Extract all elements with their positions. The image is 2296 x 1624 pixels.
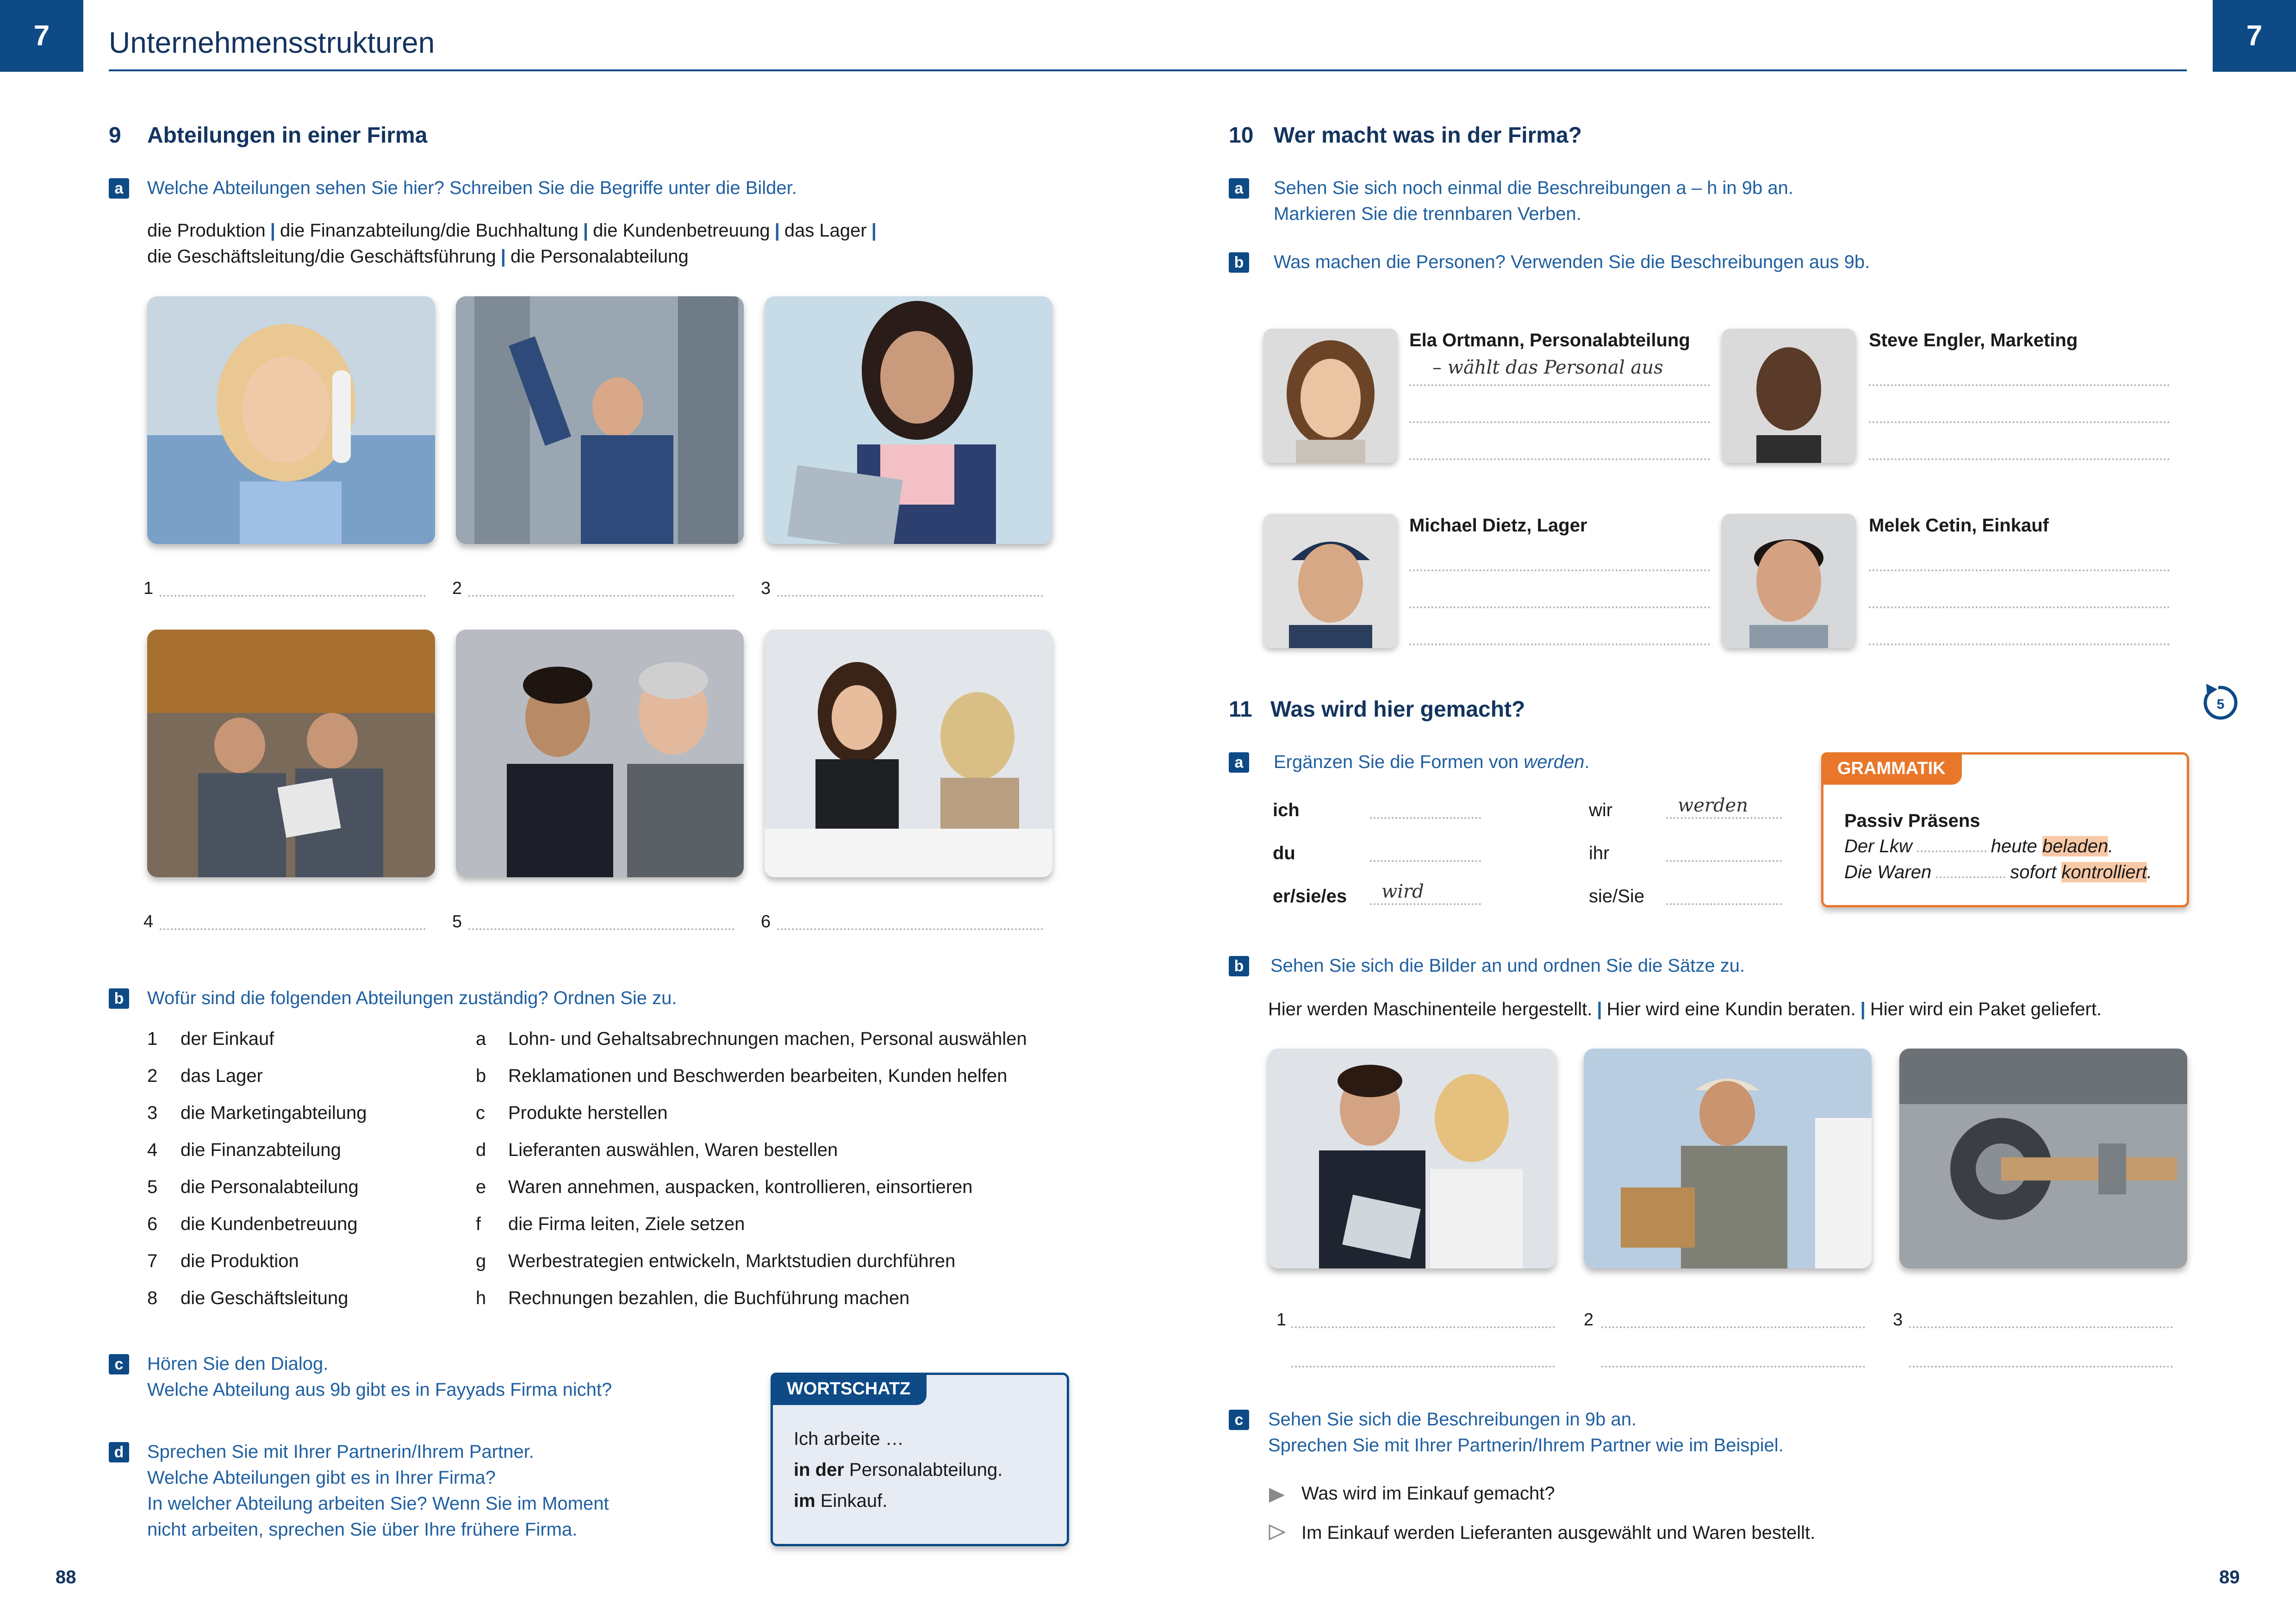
answer-line[interactable] bbox=[1409, 643, 1710, 645]
conj-line[interactable] bbox=[1370, 860, 1481, 862]
speaker-b-icon bbox=[1268, 1523, 1287, 1542]
responsibility-letter: f bbox=[476, 1214, 481, 1234]
department-number: 1 bbox=[147, 1029, 158, 1049]
answer-line[interactable] bbox=[1409, 384, 1710, 386]
person-name: Ela Ortmann, Personalabteilung bbox=[1409, 330, 1690, 350]
responsibility-item: Reklamationen und Beschwerden bearbeiten, Kunden helfen bbox=[508, 1066, 1008, 1086]
photo-number: 1 bbox=[143, 579, 154, 598]
blank bbox=[1917, 850, 1986, 852]
task-b-badge: b bbox=[109, 988, 129, 1009]
task-9d-line-2: Welche Abteilungen gibt es in Ihrer Firma? bbox=[147, 1468, 496, 1488]
conj-line[interactable] bbox=[1666, 817, 1782, 819]
answer-line[interactable] bbox=[1601, 1366, 1865, 1368]
conj-answer: werden bbox=[1678, 795, 1748, 816]
photo-number: 5 bbox=[452, 912, 462, 931]
task-11c-line-2: Sprechen Sie mit Ihrer Partnerin/Ihrem Partner wie im Beispiel. bbox=[1268, 1435, 1784, 1455]
wortschatz-line-1: Ich arbeite … bbox=[794, 1429, 904, 1449]
word-bank-item: die Kundenbetreuung bbox=[593, 220, 770, 241]
word-bank-item: die Finanzabteilung/die Buchhaltung bbox=[280, 220, 579, 241]
exercise-10-number: 10 bbox=[1229, 123, 1254, 148]
department-item: die Finanzabteilung bbox=[180, 1140, 341, 1160]
chapter-tab-right: 7 bbox=[2213, 0, 2296, 72]
photo-two-women-desk bbox=[765, 630, 1052, 877]
photo-woman-on-phone bbox=[147, 296, 435, 544]
portrait-ela-ortmann bbox=[1263, 329, 1398, 463]
conj-line[interactable] bbox=[1370, 903, 1481, 905]
pronoun: du bbox=[1273, 843, 1295, 863]
task-a-badge: a bbox=[1229, 752, 1249, 773]
page-number-left: 88 bbox=[56, 1567, 76, 1587]
wortschatz-bold: in der bbox=[794, 1460, 844, 1480]
pronoun: ich bbox=[1273, 800, 1300, 820]
grammatik-example-2: Die Waren sofort kontrolliert. bbox=[1844, 862, 2153, 882]
replay-icon[interactable] bbox=[2202, 683, 2240, 721]
exercise-11-number: 11 bbox=[1229, 697, 1252, 722]
wortschatz-line-2 bbox=[794, 1457, 1002, 1483]
portrait-michael-dietz bbox=[1263, 514, 1398, 648]
blank bbox=[1936, 876, 2005, 878]
photo-number: 1 bbox=[1276, 1310, 1287, 1330]
task-9c-line-2: Welche Abteilung aus 9b gibt es in Fayyads Firma nicht? bbox=[147, 1380, 612, 1400]
task-b-badge: b bbox=[1229, 956, 1249, 976]
task-10a-line-2: Markieren Sie die trennbaren Verben. bbox=[1274, 204, 1581, 224]
answer-line[interactable] bbox=[1869, 458, 2170, 460]
answer-line[interactable] bbox=[1409, 458, 1710, 460]
department-number: 4 bbox=[147, 1140, 158, 1160]
photo-number: 3 bbox=[1893, 1310, 1903, 1330]
photo-factory-workers bbox=[147, 630, 435, 877]
chapter-tab-left: 7 bbox=[0, 0, 83, 72]
person-name: Michael Dietz, Lager bbox=[1409, 515, 1587, 536]
answer-line-2[interactable] bbox=[468, 595, 734, 597]
photo-number: 4 bbox=[143, 912, 154, 931]
responsibility-item: Waren annehmen, auspacken, kontrollieren, einsortieren bbox=[508, 1177, 973, 1197]
responsibility-letter: b bbox=[476, 1066, 486, 1086]
example-adverb: sofort bbox=[2010, 862, 2062, 882]
department-item: die Marketingabteilung bbox=[180, 1103, 367, 1123]
sentence-item: Hier wird ein Paket geliefert. bbox=[1870, 999, 2102, 1019]
wortschatz-text: Einkauf. bbox=[815, 1491, 888, 1511]
word-bank-line-1: die Produktion | die Finanzabteilung/die Buchhaltung | die Kundenbetreuung | das Lager | bbox=[147, 220, 877, 241]
responsibility-item: die Firma leiten, Ziele setzen bbox=[508, 1214, 745, 1234]
department-item: die Geschäftsleitung bbox=[180, 1288, 348, 1308]
person-answer: – wählt das Personal aus bbox=[1432, 357, 1663, 378]
sentence-bank: Hier werden Maschinenteile hergestellt. | Hier wird eine Kundin beraten. | Hier wird ein Paket geliefert. bbox=[1268, 999, 2102, 1019]
photo-warehouse-worker bbox=[456, 296, 744, 544]
replay-number: 5 bbox=[2216, 697, 2225, 712]
conj-line[interactable] bbox=[1666, 903, 1782, 905]
wortschatz-line-3 bbox=[794, 1488, 887, 1514]
responsibility-item: Werbestrategien entwickeln, Marktstudien durchführen bbox=[508, 1251, 956, 1271]
answer-line[interactable] bbox=[1909, 1366, 2173, 1368]
task-9a-instruction: Welche Abteilungen sehen Sie hier? Schreiben Sie die Begriffe unter die Bilder. bbox=[147, 178, 797, 198]
department-item: das Lager bbox=[180, 1066, 263, 1086]
photo-machine-parts bbox=[1899, 1049, 2187, 1268]
department-number: 5 bbox=[147, 1177, 158, 1197]
task-d-badge: d bbox=[109, 1442, 129, 1462]
department-number: 3 bbox=[147, 1103, 158, 1123]
exercise-10-title: Wer macht was in der Firma? bbox=[1274, 123, 1582, 148]
pronoun: er/sie/es bbox=[1273, 886, 1347, 906]
responsibility-letter: a bbox=[476, 1029, 486, 1049]
task-a-badge: a bbox=[109, 178, 129, 199]
word-bank-item: das Lager bbox=[784, 220, 867, 241]
portrait-steve-engler bbox=[1722, 329, 1856, 463]
department-item: der Einkauf bbox=[180, 1029, 274, 1049]
task-11c-line-1: Sehen Sie sich die Beschreibungen in 9b an. bbox=[1268, 1409, 1637, 1430]
pronoun: sie/Sie bbox=[1589, 886, 1645, 906]
example-participle: beladen bbox=[2042, 836, 2109, 856]
chapter-title: Unternehmensstrukturen bbox=[109, 26, 435, 59]
person-name: Steve Engler, Marketing bbox=[1869, 330, 2078, 350]
instruction-text: Ergänzen Sie die Formen von bbox=[1274, 752, 1524, 772]
task-11b-instruction: Sehen Sie sich die Bilder an und ordnen Sie die Sätze zu. bbox=[1270, 956, 1745, 976]
header-rule bbox=[109, 69, 2187, 71]
pronoun: wir bbox=[1589, 800, 1613, 820]
answer-line[interactable] bbox=[1869, 606, 2170, 608]
task-9d-line-1: Sprechen Sie mit Ihrer Partnerin/Ihrem Partner. bbox=[147, 1442, 534, 1462]
responsibility-letter: d bbox=[476, 1140, 486, 1160]
department-number: 8 bbox=[147, 1288, 158, 1308]
dialog-question: Was wird im Einkauf gemacht? bbox=[1301, 1483, 1555, 1504]
task-a-badge: a bbox=[1229, 178, 1249, 199]
responsibility-letter: h bbox=[476, 1288, 486, 1308]
sentence-item: Hier werden Maschinenteile hergestellt. bbox=[1268, 999, 1593, 1019]
department-number: 6 bbox=[147, 1214, 158, 1234]
responsibility-item: Lohn- und Gehaltsabrechnungen machen, Personal auswählen bbox=[508, 1029, 1027, 1049]
wortschatz-header: WORTSCHATZ bbox=[771, 1373, 927, 1405]
answer-line[interactable] bbox=[1869, 384, 2170, 386]
word-bank-item: die Produktion bbox=[147, 220, 266, 241]
conj-line[interactable] bbox=[1370, 817, 1481, 819]
answer-line-1[interactable] bbox=[160, 595, 426, 597]
photo-consultation bbox=[1268, 1049, 1556, 1268]
task-b-badge: b bbox=[1229, 252, 1249, 273]
exercise-9-number: 9 bbox=[109, 123, 121, 148]
answer-line-6[interactable] bbox=[777, 928, 1043, 930]
answer-line-5[interactable] bbox=[468, 928, 734, 930]
wortschatz-box bbox=[771, 1373, 1069, 1546]
grammatik-box bbox=[1821, 752, 2189, 907]
sentence-item: Hier wird eine Kundin beraten. bbox=[1606, 999, 1856, 1019]
department-item: die Produktion bbox=[180, 1251, 299, 1271]
word-bank-item: die Personalabteilung bbox=[510, 246, 689, 267]
task-9d-line-4: nicht arbeiten, sprechen Sie über Ihre frühere Firma. bbox=[147, 1519, 578, 1540]
speaker-a-icon bbox=[1268, 1486, 1287, 1505]
answer-line[interactable] bbox=[1601, 1326, 1865, 1328]
answer-line[interactable] bbox=[1409, 421, 1710, 423]
person-name: Melek Cetin, Einkauf bbox=[1869, 515, 2049, 536]
task-9b-instruction: Wofür sind die folgenden Abteilungen zuständig? Ordnen Sie zu. bbox=[147, 988, 677, 1008]
task-11a-instruction bbox=[1274, 749, 1590, 775]
task-10a-line-1: Sehen Sie sich noch einmal die Beschreibungen a – h in 9b an. bbox=[1274, 178, 1793, 198]
responsibility-item: Rechnungen bezahlen, die Buchführung machen bbox=[508, 1288, 910, 1308]
example-subject: Die Waren bbox=[1844, 862, 1932, 882]
word-bank-item: die Geschäftsleitung/die Geschäftsführung bbox=[147, 246, 496, 267]
department-item: die Personalabteilung bbox=[180, 1177, 359, 1197]
wortschatz-bold: im bbox=[794, 1491, 815, 1511]
exercise-11-title: Was wird hier gemacht? bbox=[1270, 697, 1525, 722]
instruction-text: . bbox=[1584, 752, 1590, 772]
photo-number: 6 bbox=[761, 912, 771, 931]
photo-number: 3 bbox=[761, 579, 771, 598]
task-c-badge: c bbox=[1229, 1410, 1249, 1430]
example-adverb: heute bbox=[1991, 836, 2042, 856]
wortschatz-text: Personalabteilung. bbox=[844, 1460, 1003, 1480]
responsibility-item: Produkte herstellen bbox=[508, 1103, 668, 1123]
responsibility-letter: e bbox=[476, 1177, 486, 1197]
department-number: 7 bbox=[147, 1251, 158, 1271]
page-number-right: 89 bbox=[2219, 1567, 2240, 1587]
task-c-badge: c bbox=[109, 1354, 129, 1374]
example-participle: kontrolliert bbox=[2061, 862, 2147, 882]
department-item: die Kundenbetreuung bbox=[180, 1214, 358, 1234]
task-9c-line-1: Hören Sie den Dialog. bbox=[147, 1354, 329, 1374]
responsibility-letter: g bbox=[476, 1251, 486, 1271]
responsibility-item: Lieferanten auswählen, Waren bestellen bbox=[508, 1140, 838, 1160]
answer-line[interactable] bbox=[1869, 569, 2170, 571]
instruction-italic: werden bbox=[1524, 752, 1585, 772]
conj-answer: wird bbox=[1381, 881, 1424, 902]
photo-delivery-man bbox=[1584, 1049, 1872, 1268]
pronoun: ihr bbox=[1589, 843, 1610, 863]
photo-number: 2 bbox=[1584, 1310, 1594, 1330]
answer-line-4[interactable] bbox=[160, 928, 426, 930]
exercise-9-title: Abteilungen in einer Firma bbox=[147, 123, 428, 148]
task-9d-line-3: In welcher Abteilung arbeiten Sie? Wenn Sie im Moment bbox=[147, 1493, 609, 1514]
answer-line[interactable] bbox=[1909, 1326, 2173, 1328]
conj-line[interactable] bbox=[1666, 860, 1782, 862]
photo-businessmen bbox=[456, 630, 744, 877]
grammatik-example-1: Der Lkw heute beladen. bbox=[1844, 836, 2114, 856]
grammatik-header: GRAMMATIK bbox=[1821, 752, 1962, 785]
answer-line[interactable] bbox=[1869, 643, 2170, 645]
answer-line[interactable] bbox=[1291, 1366, 1555, 1368]
dialog-answer: Im Einkauf werden Lieferanten ausgewählt und Waren bestellt. bbox=[1301, 1523, 1816, 1543]
example-subject: Der Lkw bbox=[1844, 836, 1912, 856]
department-number: 2 bbox=[147, 1066, 158, 1086]
answer-line[interactable] bbox=[1291, 1326, 1555, 1328]
photo-woman-laptop bbox=[765, 296, 1052, 544]
word-bank-line-2: die Geschäftsleitung/die Geschäftsführung | die Personalabteilung bbox=[147, 246, 689, 267]
answer-line[interactable] bbox=[1409, 606, 1710, 608]
task-10b-instruction: Was machen die Personen? Verwenden Sie die Beschreibungen aus 9b. bbox=[1274, 252, 1870, 272]
responsibility-letter: c bbox=[476, 1103, 485, 1123]
photo-number: 2 bbox=[452, 579, 462, 598]
portrait-melek-cetin bbox=[1722, 514, 1856, 648]
answer-line-3[interactable] bbox=[777, 595, 1043, 597]
answer-line[interactable] bbox=[1409, 569, 1710, 571]
answer-line[interactable] bbox=[1869, 421, 2170, 423]
grammatik-title: Passiv Präsens bbox=[1844, 811, 1980, 831]
